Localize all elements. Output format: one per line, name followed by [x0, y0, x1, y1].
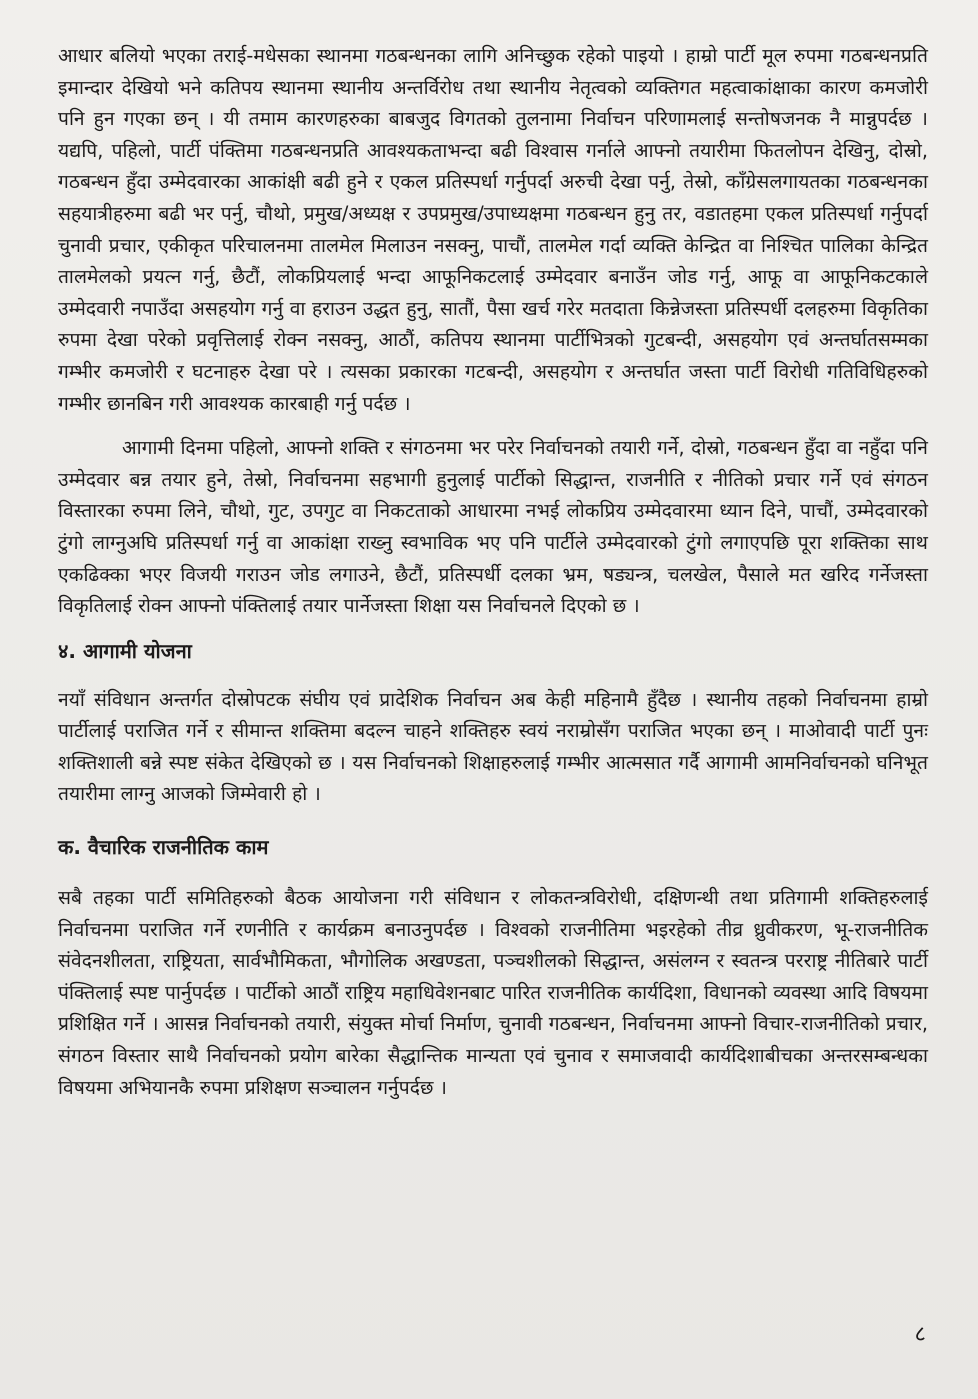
paragraph-election-review: आधार बलियो भएका तराई-मधेसका स्थानमा गठबन्धनका लागि अनिच्छुक रहेको पाइयो । हाम्रो पार्टी मूल रुपमा गठबन्धनप्रति इमान्दार देखियो भने कतिपय स्थानमा स्थानीय अन्तर्विरोध तथा स्थानीय नेतृत्वको व्यक्तिगत महत्वाकांक्षाका कारण कमजोरी पनि हुन गएका छन् । यी तमाम कारणहरुका बाबजुद विगतको तुलनामा निर्वाचन परिणामलाई सन्तोषजनक नै मान्नुपर्दछ । यद्यपि, पहिलो, पार्टी पंक्तिमा गठबन्धनप्रति आवश्यकताभन्दा बढी विश्वास गर्नाले आफ्नो तयारीमा फितलोपन देखिनु, दोस्रो, गठबन्धन हुँदा उम्मेदवारका आकांक्षी बढी हुने र एकल प्रतिस्पर्धा गर्नुपर्दा अरुची देखा पर्नु, तेस्रो, काँग्रेसलगायतका गठबन्धनका सहयात्रीहरुमा बढी भर पर्नु, चौथो, प्रमुख/अध्यक्ष र उपप्रमुख/उपाध्यक्षमा गठबन्धन हुनु तर, वडातहमा एकल प्रतिस्पर्धा गर्नुपर्दा चुनावी प्रचार, एकीकृत परिचालनमा तालमेल मिलाउन नसक्नु, पाचौं, तालमेल गर्दा व्यक्ति केन्द्रित वा निश्चित पालिका केन्द्रित तालमेलको प्रयत्न गर्नु, छैटौं, लोकप्रियलाई भन्दा आफूनिकटलाई उम्मेदवार बनाउँन जोड गर्नु, आफू वा आफूनिकटकाले उम्मेदवारी नपाउँदा असहयोग गर्नु वा हराउन उद्धत हुनु, सातौं, पैसा खर्च गरेर मतदाता किन्नेजस्ता प्रतिस्पर्धी दलहरुमा विकृतिका रुपमा देखा परेको प्रवृत्तिलाई रोक्न नसक्नु, आठौं, कतिपय स्थानमा पार्टीभित्रको गुटबन्दी, असहयोग एवं अन्तर्घातसम्मका गम्भीर कमजोरी र घटनाहरु देखा परे । त्यसका प्रकारका गटबन्दी, असहयोग र अन्तर्घात जस्ता पार्टी विरोधी गतिविधिहरुको गम्भीर छानबिन गरी आवश्यक कारबाही गर्नु पर्दछ । [58, 44, 928, 415]
paragraph-future-plan: नयाँ संविधान अन्तर्गत दोस्रोपटक संघीय एवं प्रादेशिक निर्वाचन अब केही महिनामै हुँदैछ । स्थानीय तहको निर्वाचनमा हाम्रो पार्टीलाई पराजित गर्ने र सीमान्त शक्तिमा बदल्न चाहने शक्तिहरु स्वयं नराम्रोसँग पराजित भएका छन् । माओवादी पार्टी पुनः शक्तिशाली बन्ने स्पष्ट संकेत देखिएको छ । यस निर्वाचनको शिक्षाहरुलाई गम्भीर आत्मसात गर्दै आगामी आमनिर्वाचनको घनिभूत तयारीमा लाग्नु आजको जिम्मेवारी हो । [58, 687, 928, 806]
subsection-heading-ideological-work: क. वैचारिक राजनीतिक काम [58, 835, 269, 860]
paragraph-lessons: आगामी दिनमा पहिलो, आफ्नो शक्ति र संगठनमा भर परेर निर्वाचनको तयारी गर्ने, दोस्रो, गठबन्धन हुँदा वा नहुँदा पनि उम्मेदवार बन्न तयार हुने, तेस्रो, निर्वाचनमा सहभागी हुनुलाई पार्टीको सिद्धान्त, राजनीति र नीतिको प्रचार गर्ने एवं संगठन विस्तारका रुपमा लिने, चौथो, गुट, उपगुट वा निकटताको आधारमा नभई लोकप्रिय उम्मेदवारमा ध्यान दिने, पाचौं, उम्मेदवारको टुंगो लाग्नुअघि प्रतिस्पर्धा गर्नु वा आकांक्षा राख्नु स्वभाविक भए पनि पार्टीले उम्मेदवारको टुंगो लगाएपछि पूरा शक्तिका साथ एकढिक्का भएर विजयी गराउन जोड लगाउने, छैटौं, प्रतिस्पर्धी दलका भ्रम, षड्यन्त्र, चलखेल, पैसाले मत खरिद गर्नेजस्ता विकृतिलाई रोक्न आफ्नो पंक्तिलाई तयार पार्नेजस्ता शिक्षा यस निर्वाचनले दिएको छ । [58, 436, 928, 618]
page-number: ८ [914, 1322, 926, 1347]
paragraph-ideological-work: सबै तहका पार्टी समितिहरुको बैठक आयोजना गरी संविधान र लोकतन्त्रविरोधी, दक्षिणन्थी तथा प्रतिगामी शक्तिहरुलाई निर्वाचनमा पराजित गर्ने रणनीति र कार्यक्रम बनाउनुपर्दछ । विश्वको राजनीतिमा भइरहेको तीव्र ध्रुवीकरण, भू-राजनीतिक संवेदनशीलता, राष्ट्रियता, सार्वभौमिकता, भौगोलिक अखण्डता, पञ्चशीलको सिद्धान्त, असंलग्न र स्वतन्त्र परराष्ट्र नीतिबारे पार्टी पंक्तिलाई स्पष्ट पार्नुपर्दछ । पार्टीको आठौं राष्ट्रिय महाधिवेशनबाट पारित राजनीतिक कार्यदिशा, विधानको व्यवस्था आदि विषयमा प्रशिक्षित गर्ने । आसन्न निर्वाचनको तयारी, संयुक्त मोर्चा निर्माण, चुनावी गठबन्धन, निर्वाचनमा आफ्नो विचार-राजनीतिको प्रचार, संगठन विस्तार साथै निर्वाचनको प्रयोग बारेका सैद्धान्तिक मान्यता एवं चुनाव र समाजवादी कार्यदिशाबीचका अन्तरसम्बन्धका विषयमा अभियानकै रुपमा प्रशिक्षण सञ्चालन गर्नुपर्दछ । [58, 886, 928, 1099]
section-heading-future-plan: ४. आगामी योजना [58, 638, 192, 663]
